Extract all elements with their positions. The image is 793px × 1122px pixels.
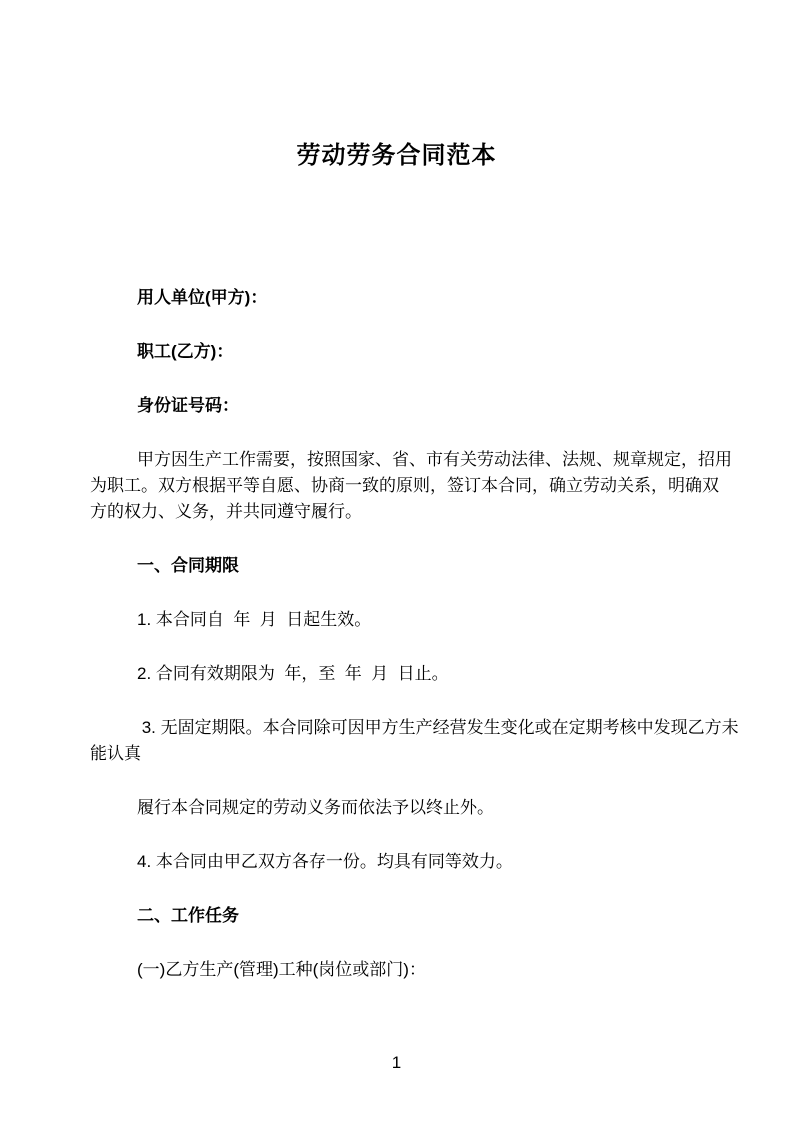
document-body	[0, 285, 793, 983]
text-line: 方的权力、义务，并共同遵守履行。	[90, 502, 362, 521]
document-title: 劳动劳务合同范本	[296, 142, 497, 169]
clause-1-3-continued	[90, 795, 715, 821]
text-line: 4. 本合同由甲乙双方各存一份。均具有同等效力。	[137, 852, 513, 871]
text-line: 一、合同期限	[137, 556, 239, 575]
intro-paragraph	[90, 447, 732, 525]
text-line: 能认真	[90, 744, 141, 763]
text-line: (一)乙方生产(管理)工种(岗位或部门)：	[137, 960, 426, 979]
text-line: 履行本合同规定的劳动义务而依法予以终止外。	[137, 798, 494, 817]
section-1-heading	[90, 553, 715, 579]
clause-1-1	[90, 607, 715, 633]
text-line: 2. 合同有效期限为 年，至 年 月 日止。	[137, 664, 449, 683]
text-line: 1. 本合同自 年 月 日起生效。	[137, 610, 372, 629]
party-b-label	[90, 339, 715, 365]
text-line: 甲方因生产工作需要，按照国家、省、市有关劳动法律、法规、规章规定，招用	[137, 450, 732, 469]
clause-1-2	[90, 661, 715, 687]
page-number: 1	[391, 1053, 402, 1072]
clause-2-1	[90, 957, 715, 983]
text-line: 为职工。双方根据平等自愿、协商一致的原则，签订本合同，确立劳动关系，明确双	[90, 476, 719, 495]
text-line: 3. 无固定期限。本合同除可因甲方生产经营发生变化或在定期考核中发现乙方未	[137, 718, 739, 737]
text-line: 二、工作任务	[137, 906, 239, 925]
party-a-label	[90, 285, 715, 311]
clause-1-3	[90, 715, 739, 767]
text-line: 身份证号码：	[137, 396, 239, 415]
clause-1-4	[90, 849, 715, 875]
section-2-heading	[90, 903, 715, 929]
id-number-label	[90, 393, 715, 419]
text-line: 用人单位(甲方)：	[137, 288, 268, 307]
text-line: 职工(乙方)：	[137, 342, 234, 361]
